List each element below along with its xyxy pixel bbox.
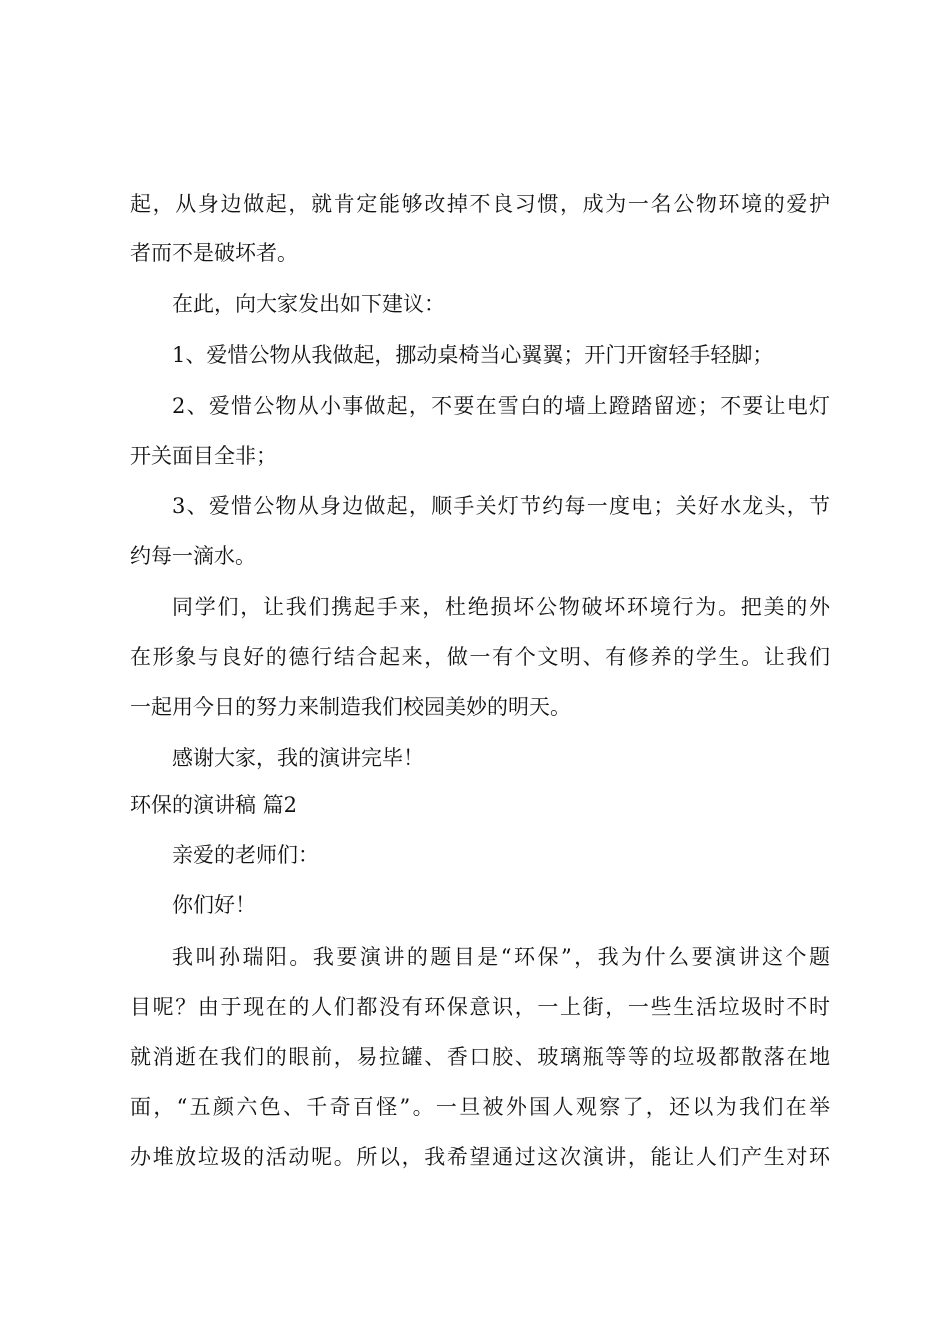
paragraph-line: 同学们，让我们携起手来，杜绝损坏公物破坏环境行为。把美的外	[172, 595, 830, 619]
paragraph-line: 目呢？由于现在的人们都没有环保意识，一上街，一些生活垃圾时不时	[130, 995, 830, 1019]
paragraph-line: 开关面目全非；	[130, 444, 277, 468]
greeting: 你们好！	[172, 893, 256, 917]
paragraph-line: 就消逝在我们的眼前，易拉罐、香口胶、玻璃瓶等等的垃圾都散落在地	[130, 1045, 830, 1069]
section-heading: 环保的演讲稿 篇2	[130, 793, 298, 817]
paragraph-line: 起，从身边做起，就肯定能够改掉不良习惯，成为一名公物环境的爱护	[130, 192, 830, 216]
paragraph-line: 感谢大家，我的演讲完毕！	[172, 746, 424, 770]
salutation: 亲爱的老师们：	[172, 843, 319, 867]
suggestion-item-2: 2、爱惜公物从小事做起，不要在雪白的墙上蹬踏留迹；不要让电灯	[172, 394, 830, 418]
suggestion-item-3: 3、爱惜公物从身边做起，顺手关灯节约每一度电；关好水龙头，节	[172, 494, 830, 518]
suggestion-item-1: 1、爱惜公物从我做起，挪动桌椅当心翼翼；开门开窗轻手轻脚；	[172, 343, 774, 367]
paragraph-line: 一起用今日的努力来制造我们校园美妙的明天。	[130, 695, 571, 719]
paragraph-line: 面，“五颜六色、千奇百怪”。一旦被外国人观察了，还以为我们在举	[130, 1095, 830, 1119]
paragraph-line: 约每一滴水。	[130, 544, 256, 568]
paragraph-line: 者而不是破坏者。	[130, 241, 298, 265]
paragraph-line: 我叫孙瑞阳。我要演讲的题目是“环保”，我为什么要演讲这个题	[172, 945, 830, 969]
paragraph-line: 在此，向大家发出如下建议：	[172, 292, 445, 316]
paragraph-line: 在形象与良好的德行结合起来，做一有个文明、有修养的学生。让我们	[130, 645, 830, 669]
paragraph-line: 办堆放垃圾的活动呢。所以，我希望通过这次演讲，能让人们产生对环	[130, 1145, 830, 1169]
